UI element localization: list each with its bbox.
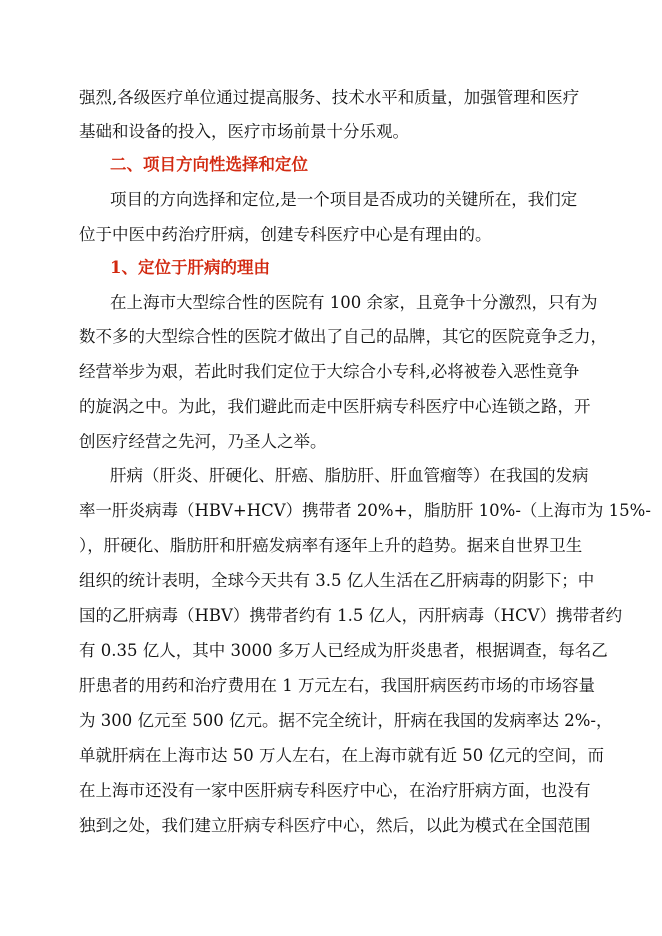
- body-line: 肝患者的用药和治疗费用在 1 万元左右，我国肝病医药市场的市场容量: [79, 676, 595, 695]
- body-line: 的旋涡之中。为此，我们避此而走中医肝病专科医疗中心连锁之路，开: [79, 397, 591, 416]
- subsection-heading: 1、定位于肝病的理由: [110, 258, 270, 277]
- body-line: 组织的统计表明，全球今天共有 3.5 亿人生活在乙肝病毒的阴影下；中: [79, 571, 595, 590]
- body-line: 在上海市还没有一家中医肝病专科医疗中心，在治疗肝病方面，也没有: [79, 781, 591, 800]
- body-line: 位于中医中药治疗肝病，创建专科医疗中心是有理由的。: [79, 225, 492, 244]
- body-line: ），肝硬化、脂肪肝和肝癌发病率有逐年上升的趋势。据来自世界卫生: [79, 536, 583, 555]
- body-line: 国的乙肝病毒（HBV）携带者约有 1.5 亿人，丙肝病毒（HCV）携带者约: [79, 606, 623, 625]
- body-line: 单就肝病在上海市达 50 万人左右，在上海市就有近 50 亿元的空间，而: [79, 746, 604, 765]
- body-line: 强烈,各级医疗单位通过提高服务、技术水平和质量，加强管理和医疗: [79, 88, 580, 107]
- body-line: 肝病（肝炎、肝硬化、肝癌、脂肪肝、肝血管瘤等）在我国的发病: [110, 466, 589, 485]
- section-heading: 二、项目方向性选择和定位: [110, 155, 308, 174]
- body-line: 为 300 亿元至 500 亿元。据不完全统计，肝病在我国的发病率达 2%-，: [79, 711, 613, 730]
- body-line: 率一肝炎病毒（HBV+HCV）携带者 20%+，脂肪肝 10%-（上海市为 15%-: [79, 501, 651, 520]
- body-line: 独到之处，我们建立肝病专科医疗中心，然后，以此为模式在全国范围: [79, 816, 591, 835]
- body-line: 项目的方向选择和定位,是一个项目是否成功的关键所在，我们定: [110, 190, 578, 209]
- body-line: 基础和设备的投入，医疗市场前景十分乐观。: [79, 122, 409, 141]
- body-line: 经营举步为艰，若此时我们定位于大综合小专科,必将被卷入恶性竟争: [79, 362, 580, 381]
- body-line: 数不多的大型综合性的医院才做出了自己的品牌，其它的医院竟争乏力，: [79, 327, 607, 346]
- body-line: 有 0.35 亿人，其中 3000 多万人已经成为肝炎患者，根据调查，每名乙: [79, 641, 608, 660]
- body-line: 在上海市大型综合性的医院有 100 余家，且竟争十分激烈，只有为: [110, 293, 598, 312]
- body-line: 创医疗经营之先河，乃圣人之举。: [79, 432, 327, 451]
